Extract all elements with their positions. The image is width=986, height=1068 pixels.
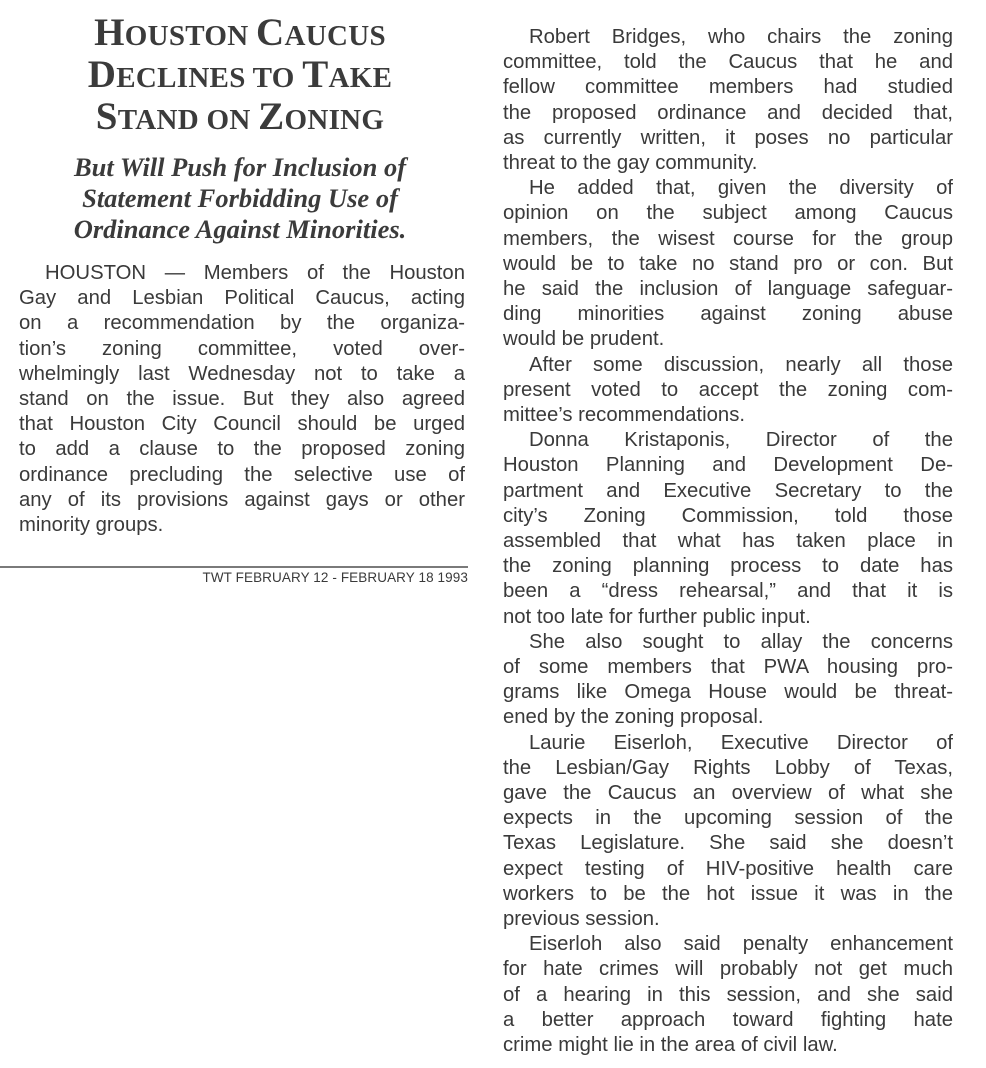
text-line: any of its provisions against gays or other	[19, 488, 465, 511]
headline-text: C	[256, 11, 285, 54]
text-line: would be prudent.	[503, 328, 665, 351]
text-line: of some members that PWA housing pro-	[503, 656, 953, 678]
text-line: on a recommendation by the organiza-	[19, 312, 465, 335]
headline-line-1	[0, 11, 480, 55]
deck-line: Ordinance Against Minorities.	[73, 214, 407, 244]
text-line: Eiserloh also said penalty enhancement	[529, 933, 953, 956]
text-line: not too late for further public input.	[503, 605, 811, 628]
text-line: ding minorities against zoning abuse	[503, 303, 953, 326]
headline-text: ONING	[284, 104, 385, 136]
headline-line-2	[0, 53, 480, 97]
headline-text: TAND ON	[117, 104, 259, 136]
text-line: workers to be the hot issue it was in the	[503, 882, 953, 905]
headline-text: Z	[258, 95, 285, 138]
headline-text: AUCUS	[284, 20, 386, 52]
headline-line-3	[0, 95, 480, 139]
headline-text: T	[302, 53, 329, 96]
deck-line: Statement Forbidding Use of	[82, 183, 398, 213]
text-line: After some discussion, nearly all those	[529, 353, 953, 376]
text-line: of a hearing in this session, and she said	[503, 983, 953, 1006]
text-line: for hate crimes will probably not get much	[503, 958, 953, 981]
deck-line: But Will Push for Inclusion of	[73, 152, 407, 182]
text-line: committee, told the Caucus that he and	[503, 51, 953, 74]
text-line: crime might lie in the area of civil law.	[503, 1034, 838, 1056]
text-line: grams like Omega House would be threat-	[503, 681, 953, 704]
headline-text: AKE	[328, 62, 393, 94]
text-line: assembled that what has taken place in	[503, 530, 953, 552]
text-line: been a “dress rehearsal,” and that it is	[503, 580, 953, 603]
text-line: HOUSTON — Members of the Houston	[45, 262, 465, 284]
text-line: gave the Caucus an overview of what she	[503, 782, 953, 804]
text-line: as currently written, it poses no particular	[503, 126, 953, 149]
text-line: ened by the zoning proposal.	[503, 706, 764, 729]
text-line: would be to take no stand pro or con. But	[503, 252, 953, 275]
text-line: a better approach toward fighting hate	[503, 1008, 953, 1031]
text-line: Donna Kristaponis, Director of the	[529, 429, 953, 452]
text-line: expects in the upcoming session of the	[503, 807, 953, 830]
text-line: city’s Zoning Commission, told those	[503, 504, 953, 527]
text-line: tion’s zoning committee, voted over-	[19, 337, 465, 360]
text-line: He added that, given the diversity of	[529, 177, 953, 200]
text-line: expect testing of HIV-positive health care	[503, 857, 953, 880]
headline-text: D	[87, 53, 117, 96]
text-line: Robert Bridges, who chairs the zoning	[529, 26, 953, 48]
text-line: he said the inclusion of language safeguar-	[503, 278, 953, 300]
text-line: She also sought to allay the concerns	[529, 630, 953, 653]
text-line: to add a clause to the proposed zoning	[19, 438, 465, 461]
text-line: previous session.	[503, 908, 660, 930]
text-line: minority groups.	[19, 514, 164, 536]
text-line: the zoning planning process to date has	[503, 555, 953, 578]
text-line: whelmingly last Wednesday not to take a	[19, 362, 465, 385]
text-line: threat to the gay community.	[503, 152, 758, 174]
text-line: partment and Executive Secretary to the	[503, 479, 953, 502]
headline-text: OUSTON	[124, 20, 257, 52]
text-line: Texas Legislature. She said she doesn’t	[503, 832, 953, 855]
text-line: members, the wisest course for the group	[503, 227, 953, 250]
text-line: fellow committee members had studied	[503, 76, 953, 99]
text-line: stand on the issue. But they also agreed	[19, 388, 465, 410]
text-line: present voted to accept the zoning com-	[503, 378, 953, 401]
text-line: mittee’s recommendations.	[503, 404, 745, 426]
headline-text: H	[94, 11, 125, 54]
text-line: opinion on the subject among Caucus	[503, 202, 953, 225]
text-line: the proposed ordinance and decided that,	[503, 101, 953, 124]
text-line: that Houston City Council should be urged	[19, 413, 465, 436]
headline-text: S	[95, 95, 118, 138]
text-line: Houston Planning and Development De-	[503, 454, 953, 477]
divider-rule	[0, 566, 468, 568]
text-line: Gay and Lesbian Political Caucus, acting	[19, 287, 465, 310]
text-line: Laurie Eiserloh, Executive Director of	[529, 731, 953, 754]
headline-text: ECLINES TO	[116, 62, 303, 94]
text-line: the Lesbian/Gay Rights Lobby of Texas,	[503, 756, 953, 779]
text-line: ordinance precluding the selective use of	[19, 463, 465, 486]
publication-credit: TWT FEBRUARY 12 - FEBRUARY 18 1993	[202, 570, 468, 585]
